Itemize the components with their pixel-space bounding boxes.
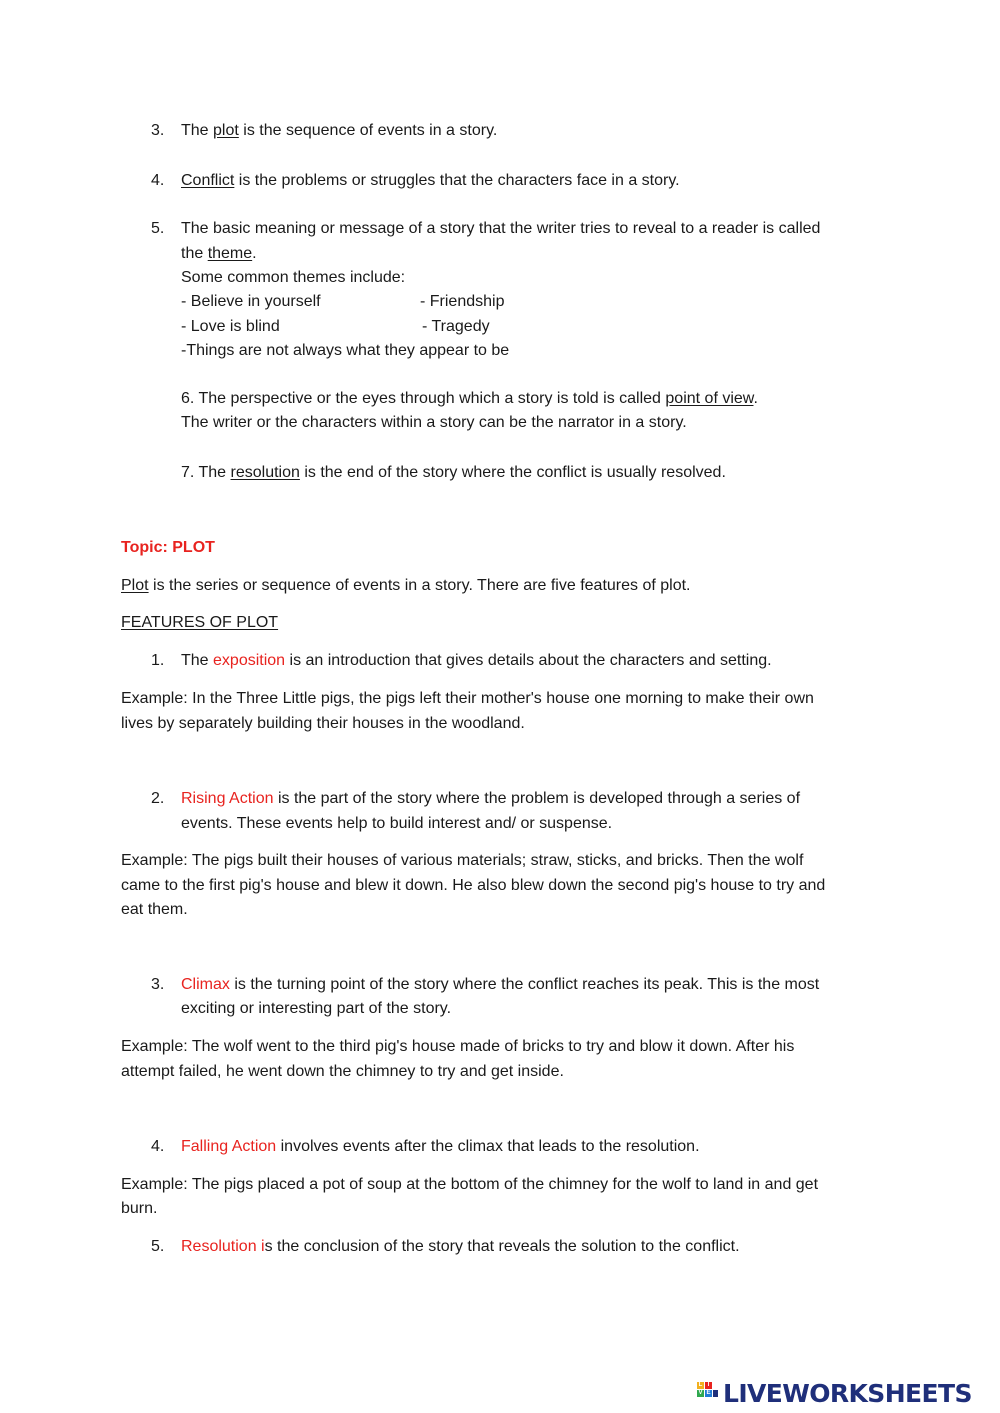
feature-rising-action	[181, 787, 800, 811]
text: is an introduction that gives details about the characters and setting.	[285, 652, 772, 669]
list-number: 5.	[151, 1238, 165, 1255]
definition-theme-line1: The basic meaning or message of a story that the writer tries to reveal to a reader is called	[181, 220, 821, 237]
text: The	[181, 652, 214, 669]
term-theme: theme	[207, 245, 253, 262]
example-line: attempt failed, he went down the chimney to try and get inside.	[121, 1063, 564, 1080]
example-line: Example: The wolf went to the third pig's house made of bricks to try and blow it down. After his	[121, 1038, 795, 1055]
text: The	[181, 122, 214, 139]
definition-point-of-view-line2: The writer or the characters within a story can be the narrator in a story.	[181, 414, 687, 431]
features-heading: FEATURES OF PLOT	[121, 614, 279, 631]
definition-point-of-view	[181, 387, 758, 411]
theme-item: - Tragedy	[422, 318, 490, 335]
term-resolution: resolution	[230, 464, 300, 481]
logo-block: L	[698, 1382, 703, 1388]
feature-exposition	[181, 649, 772, 673]
example-line: Example: The pigs placed a pot of soup at the bottom of the chimney for the wolf to land in and get	[121, 1176, 819, 1193]
list-number: 3.	[151, 976, 165, 993]
logo-block-accent	[713, 1390, 718, 1397]
logo-blocks-icon	[697, 1382, 721, 1406]
term-climax: Climax	[181, 976, 230, 993]
term-falling-action: Falling Action	[181, 1138, 277, 1155]
text: .	[252, 245, 257, 262]
list-number: 3.	[151, 122, 165, 139]
themes-intro: Some common themes include:	[181, 269, 406, 286]
theme-item: -Things are not always what they appear to be	[181, 342, 510, 359]
list-number: 1.	[151, 652, 165, 669]
definition-theme-line2	[181, 242, 257, 266]
feature-climax-line2: exciting or interesting part of the story.	[181, 1000, 452, 1017]
text: is the series or sequence of events in a story. There are five features of plot.	[148, 577, 691, 594]
text: s the conclusion of the story that reveals the solution to the conflict.	[264, 1238, 740, 1255]
example-line: came to the first pig's house and blew it down. He also blew down the second pig's house to try and	[121, 877, 826, 894]
example-line: lives by separately building their houses in the woodland.	[121, 715, 525, 732]
text: .	[753, 390, 758, 407]
term-plot: plot	[213, 122, 239, 139]
text: is the part of the story where the problem is developed through a series of	[273, 790, 801, 807]
logo-block: E	[706, 1390, 711, 1396]
list-number: 4.	[151, 1138, 165, 1155]
feature-resolution	[181, 1235, 740, 1259]
feature-rising-action-line2: events. These events help to build interest and/ or suspense.	[181, 815, 613, 832]
definition-resolution	[181, 461, 726, 485]
list-number: 5.	[151, 220, 165, 237]
text: is the turning point of the story where the conflict reaches its peak. This is the most	[229, 976, 820, 993]
term-point-of-view: point of view	[665, 390, 754, 407]
logo-block: V	[698, 1390, 703, 1396]
plot-intro	[121, 574, 691, 598]
text: is the end of the story where the conflict is usually resolved.	[299, 464, 726, 481]
logo-block: I	[705, 1382, 712, 1389]
text: involves events after the climax that leads to the resolution.	[276, 1138, 700, 1155]
term-resolution: Resolution i	[181, 1238, 265, 1255]
text: 7. The	[181, 464, 231, 481]
text: is the problems or struggles that the characters face in a story.	[234, 172, 680, 189]
text: is the sequence of events in a story.	[238, 122, 498, 139]
theme-item: - Love is blind	[181, 318, 280, 335]
feature-climax	[181, 973, 819, 997]
list-number: 4.	[151, 172, 165, 189]
theme-item: - Believe in yourself	[181, 293, 321, 310]
text: the	[181, 245, 208, 262]
example-line: eat them.	[121, 901, 188, 918]
logo-text: LIVEWORKSHEETS	[723, 1379, 972, 1408]
term-conflict: Conflict	[181, 172, 235, 189]
text: 6. The perspective or the eyes through which a story is told is called	[181, 390, 666, 407]
example-line: Example: The pigs built their houses of various materials; straw, sticks, and bricks. Then the wolf	[121, 852, 804, 869]
list-number: 2.	[151, 790, 165, 807]
definition-plot	[181, 119, 497, 143]
feature-falling-action	[181, 1135, 700, 1159]
liveworksheets-logo[interactable]	[697, 1378, 997, 1410]
example-line: Example: In the Three Little pigs, the pigs left their mother's house one morning to make their own	[121, 690, 814, 707]
term-rising-action: Rising Action	[181, 790, 274, 807]
definition-conflict	[181, 169, 680, 193]
theme-item: - Friendship	[420, 293, 505, 310]
term-plot: Plot	[121, 577, 149, 594]
topic-heading: Topic: PLOT	[121, 539, 215, 556]
term-exposition: exposition	[213, 652, 286, 669]
example-line: burn.	[121, 1200, 158, 1217]
